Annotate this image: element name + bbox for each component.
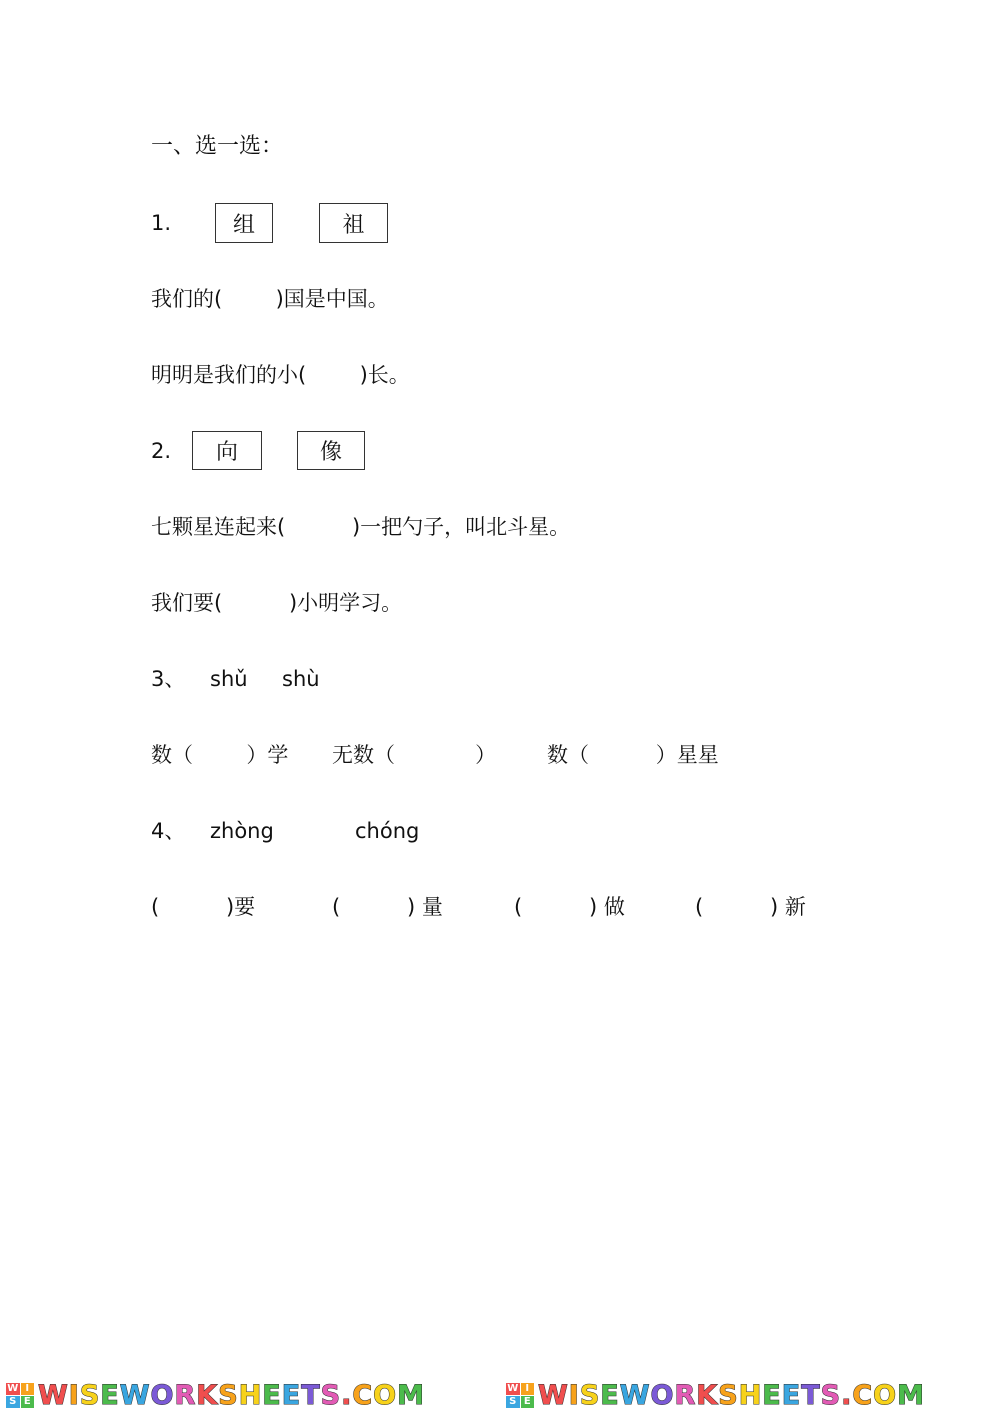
logo-letter: W bbox=[507, 1383, 519, 1394]
question-1-sentence-1: 我们的( )国是中国。 bbox=[151, 287, 389, 311]
watermark-text-right bbox=[538, 1380, 925, 1410]
question-4-blank-1: ( )要 bbox=[151, 895, 256, 919]
question-2-sentence-1: 七颗星连起来( )一把勺子，叫北斗星。 bbox=[151, 515, 571, 539]
wiseworksheets-logo-icon bbox=[6, 1383, 34, 1407]
question-4-number: 4、 bbox=[151, 819, 186, 843]
question-2-choice-2: 像 bbox=[297, 431, 365, 470]
question-3-pinyin-1: shǔ bbox=[210, 667, 248, 691]
logo-letter: S bbox=[506, 1396, 520, 1408]
question-2-sentence-2: 我们要( )小明学习。 bbox=[151, 591, 403, 615]
question-1-choice-2: 祖 bbox=[319, 203, 388, 243]
logo-letter: E bbox=[521, 1396, 535, 1408]
question-2-choice-1: 向 bbox=[192, 431, 262, 470]
logo-letter: I bbox=[521, 1383, 535, 1395]
question-4-blank-2: ( ) 量 bbox=[332, 895, 443, 919]
wiseworksheets-logo-icon bbox=[506, 1383, 534, 1407]
logo-letter: S bbox=[6, 1396, 20, 1408]
logo-letter: I bbox=[21, 1383, 35, 1395]
question-4-pinyin-1: zhòng bbox=[210, 819, 274, 843]
question-3-blank-3: 数（ ）星星 bbox=[547, 743, 719, 767]
logo-letter: W bbox=[7, 1383, 19, 1394]
question-1-number: 1. bbox=[151, 211, 172, 235]
watermark-letters: WISEWORKSHEETS.COM bbox=[38, 1380, 425, 1411]
question-2-number: 2. bbox=[151, 439, 172, 463]
question-3-pinyin-2: shù bbox=[282, 667, 320, 691]
question-3-number: 3、 bbox=[151, 667, 186, 691]
watermark-text-left bbox=[38, 1380, 425, 1410]
footer-watermark bbox=[0, 1374, 1000, 1413]
question-1-choice-1: 组 bbox=[215, 203, 273, 243]
logo-letter: E bbox=[21, 1396, 35, 1408]
question-3-blank-1: 数（ ）学 bbox=[151, 743, 289, 767]
question-1-sentence-2: 明明是我们的小( )长。 bbox=[151, 363, 410, 387]
watermark-letters: WISEWORKSHEETS.COM bbox=[538, 1380, 925, 1411]
question-4-blank-3: ( ) 做 bbox=[514, 895, 625, 919]
question-4-pinyin-2: chóng bbox=[355, 819, 420, 843]
question-3-blank-2: 无数（ ） bbox=[332, 743, 497, 767]
question-4-blank-4: ( ) 新 bbox=[695, 895, 806, 919]
section-title: 一、选一选： bbox=[151, 134, 284, 159]
